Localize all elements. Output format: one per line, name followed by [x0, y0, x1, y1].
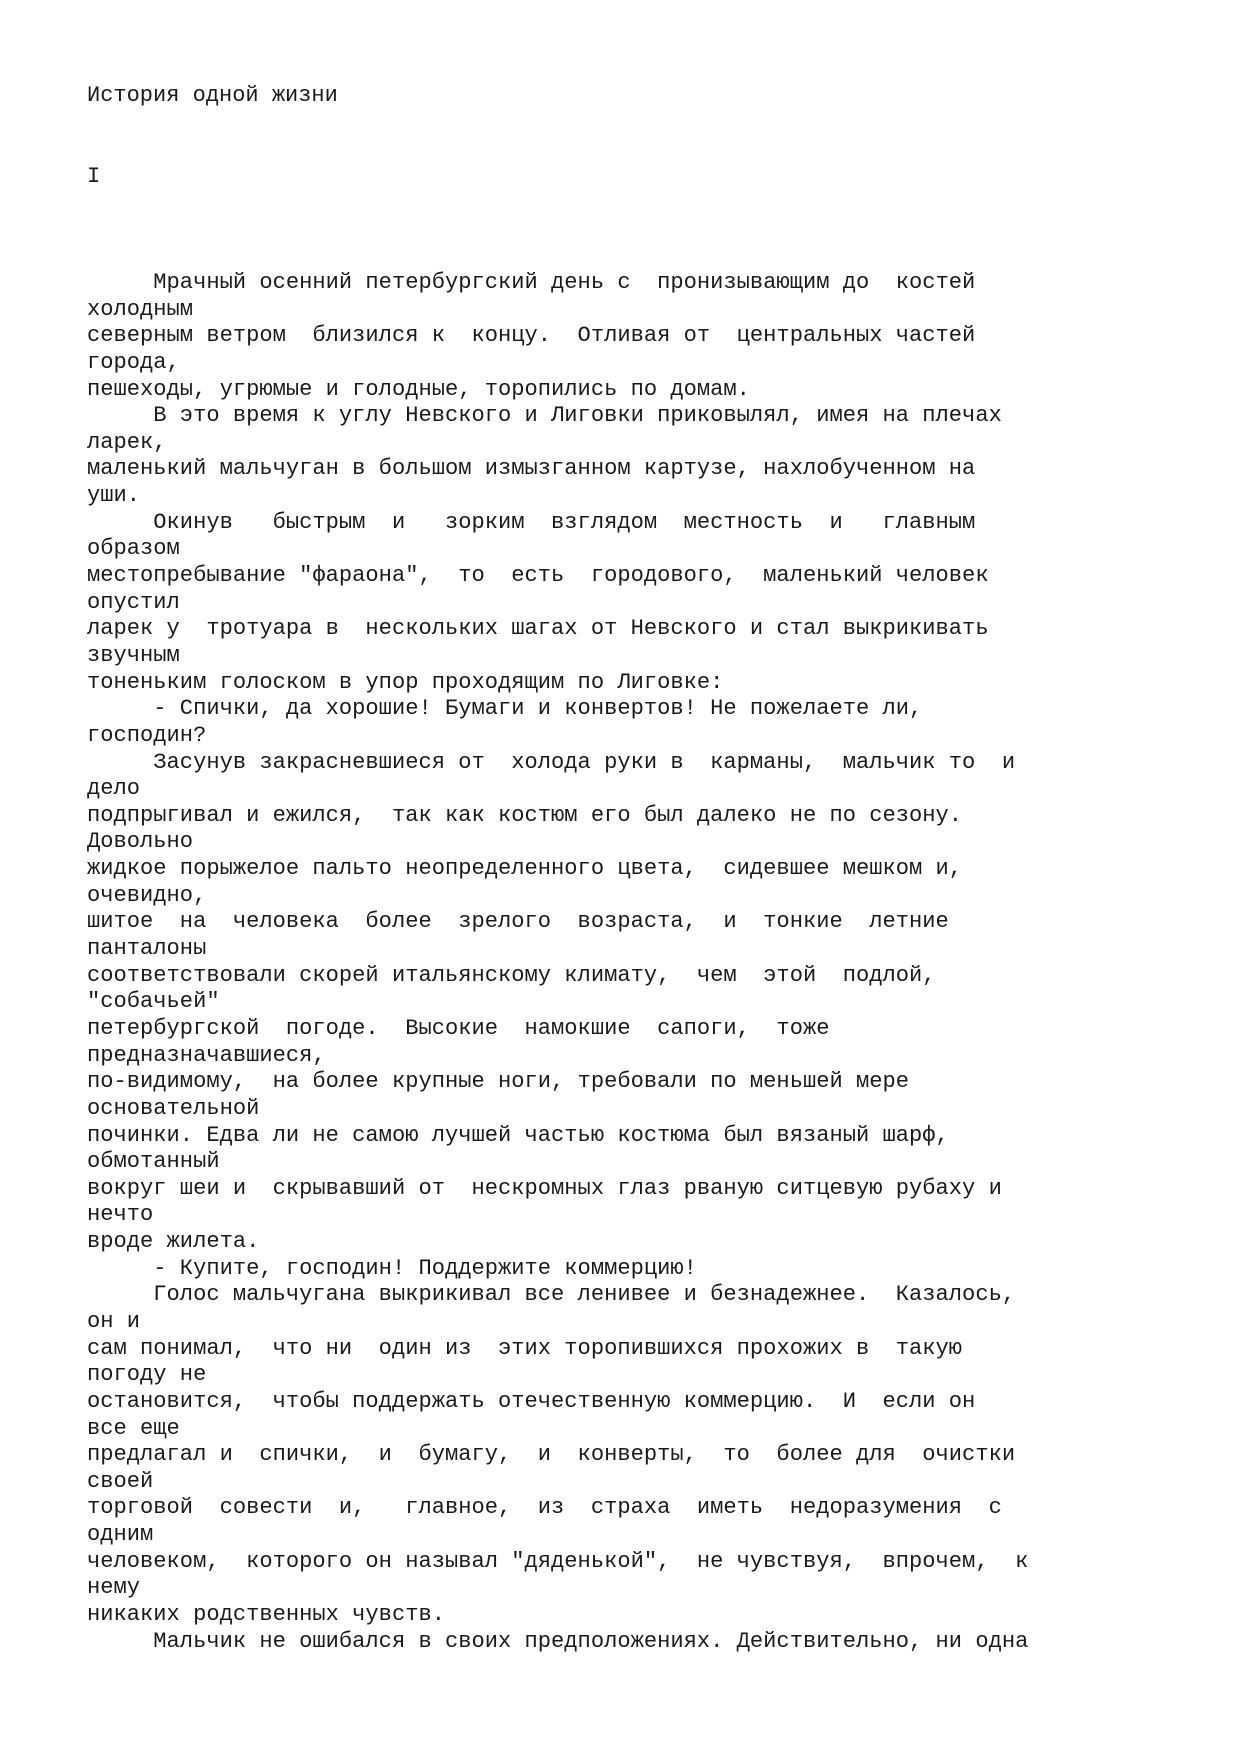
text-line: предлагал и спички, и бумагу, и конверты, то более для очистки — [87, 1442, 1016, 1468]
text-line: пешеходы, угрюмые и голодные, торопились по домам. — [87, 376, 750, 402]
chapter-heading: I — [87, 164, 101, 189]
text-line: погоду не — [87, 1362, 207, 1388]
text-line: своей — [87, 1468, 154, 1494]
text-line: нечто — [87, 1202, 154, 1228]
text-line: петербургской погоде. Высокие намокшие сапоги, тоже — [87, 1015, 830, 1041]
text-line: он и — [87, 1308, 141, 1334]
text-line: В это время к углу Невского и Лиговки приковылял, имея на плечах — [87, 403, 1002, 429]
text-line: - Спички, да хорошие! Бумаги и конвертов! Не пожелаете ли, — [87, 696, 923, 722]
text-line: холодным — [87, 296, 194, 322]
text-line: Окинув быстрым и зорким взглядом местность и главным — [87, 509, 976, 535]
text-line: одним — [87, 1522, 154, 1548]
text-line: звучным — [87, 642, 180, 668]
text-line: соответствовали скорей итальянскому климату, чем этой подлой, — [87, 962, 936, 988]
text-line: уши. — [87, 483, 141, 509]
text-line: Мрачный осенний петербургский день с пронизывающим до костей — [87, 270, 976, 295]
text-line: "собачьей" — [87, 989, 220, 1015]
text-line: ларек у тротуара в нескольких шагах от Невского и стал выкрикивать — [87, 616, 989, 642]
text-line: все еще — [87, 1415, 180, 1441]
document-title: История одной жизни — [87, 83, 338, 108]
text-line: господин? — [87, 722, 207, 748]
text-line: предназначавшиеся, — [87, 1042, 326, 1068]
text-line: вокруг шеи и скрывавший от нескромных глаз рваную ситцевую рубаху и — [87, 1175, 1002, 1201]
text-line: нему — [87, 1575, 141, 1601]
body-text — [87, 270, 1207, 1655]
text-line: - Купите, господин! Поддержите коммерцию! — [87, 1255, 697, 1281]
text-line: торговой совести и, главное, из страха иметь недоразумения с — [87, 1495, 1002, 1521]
text-line: Засунув закрасневшиеся от холода руки в карманы, мальчик то и — [87, 749, 1016, 775]
text-line: подпрыгивал и ежился, так как костюм его был далеко не по сезону. — [87, 802, 963, 828]
text-line: остановится, чтобы поддержать отечественную коммерцию. И если он — [87, 1388, 976, 1414]
text-line: образом — [87, 536, 180, 562]
text-line: ларек, — [87, 429, 167, 455]
text-line: вроде жилета. — [87, 1229, 260, 1255]
text-line: по-видимому, на более крупные ноги, требовали по меньшей мере — [87, 1069, 910, 1095]
text-line: сам понимал, что ни один из этих торопившихся прохожих в такую — [87, 1335, 963, 1361]
text-line: Мальчик не ошибался в своих предположениях. Действительно, ни одна — [87, 1628, 1029, 1654]
text-line: местопребывание "фараона", то есть городового, маленький человек — [87, 563, 989, 589]
text-line: никаких родственных чувств. — [87, 1602, 445, 1628]
text-line: жидкое порыжелое пальто неопределенного цвета, сидевшее мешком и, — [87, 856, 963, 882]
text-line: человеком, которого он называл "дяденькой", не чувствуя, впрочем, к — [87, 1548, 1029, 1574]
text-line: починки. Едва ли не самою лучшей частью костюма был вязаный шарф, — [87, 1122, 949, 1148]
text-line: обмотанный — [87, 1149, 220, 1175]
text-line: панталоны — [87, 936, 207, 962]
text-line: опустил — [87, 589, 180, 615]
text-line: города, — [87, 349, 180, 375]
text-line: Голос мальчугана выкрикивал все ленивее и безнадежнее. Казалось, — [87, 1282, 1016, 1308]
text-line: маленький мальчуган в большом измызганном картузе, нахлобученном на — [87, 456, 976, 482]
text-line: очевидно, — [87, 882, 207, 908]
text-line: основательной — [87, 1095, 260, 1121]
text-line: шитое на человека более зрелого возраста, и тонкие летние — [87, 909, 949, 935]
text-line: северным ветром близился к концу. Отливая от центральных частей — [87, 323, 976, 349]
text-line: тоненьким голоском в упор проходящим по Лиговке: — [87, 669, 724, 695]
text-line: дело — [87, 776, 141, 802]
text-line: Довольно — [87, 829, 194, 855]
